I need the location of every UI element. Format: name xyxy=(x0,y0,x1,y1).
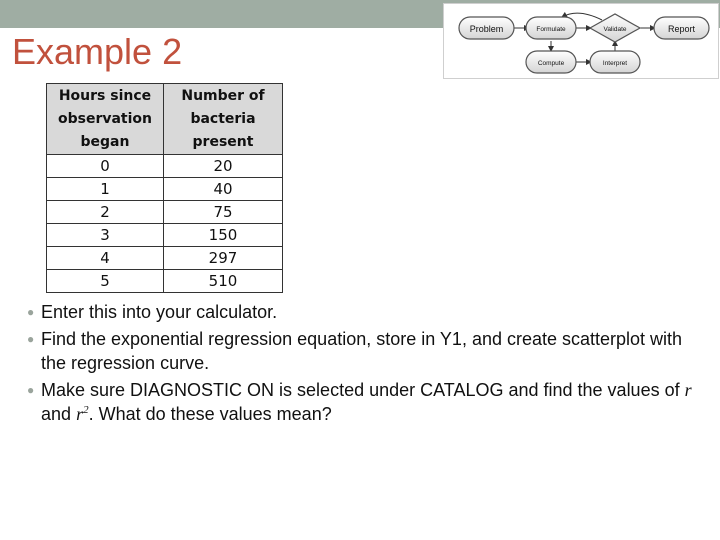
modeling-cycle-diagram xyxy=(443,3,719,79)
bullet-item xyxy=(24,300,704,324)
bullet-dot-icon: ● xyxy=(27,332,35,346)
cell-hours: 5 xyxy=(47,270,164,293)
cell-hours: 2 xyxy=(47,201,164,224)
table-row xyxy=(47,201,283,224)
cell-bacteria: 40 xyxy=(164,178,283,201)
cell-hours: 1 xyxy=(47,178,164,201)
slide-title: Example 2 xyxy=(12,31,183,72)
validate-label: Validate xyxy=(603,26,627,33)
math-r-squared xyxy=(76,404,89,424)
interpret-label: Interpret xyxy=(602,60,628,67)
bullet-dot-icon: ● xyxy=(27,305,35,319)
table-row xyxy=(47,247,283,270)
math-r2-base: r xyxy=(76,404,84,424)
table-row xyxy=(47,178,283,201)
compute-label: Compute xyxy=(537,60,565,67)
formulate-label: Formulate xyxy=(536,26,566,33)
bullet-item xyxy=(24,378,704,426)
cell-bacteria: 510 xyxy=(164,270,283,293)
header-hours-line: Hours since xyxy=(58,87,152,104)
bullet-text: Find the exponential regression equation, store in Y1, and create scatterplot with the regression curve. xyxy=(41,329,683,373)
table-row xyxy=(47,155,283,178)
header-hours-line: began xyxy=(80,133,130,150)
bullet-text: and xyxy=(41,404,72,424)
cell-hours: 4 xyxy=(47,247,164,270)
header-bacteria-line: present xyxy=(192,133,254,150)
header-bacteria-line: bacteria xyxy=(190,110,256,127)
header-bacteria xyxy=(164,84,283,155)
bullet-text: Enter this into your calculator. xyxy=(41,302,278,322)
cell-bacteria: 20 xyxy=(164,155,283,178)
cell-bacteria: 297 xyxy=(164,247,283,270)
cell-bacteria: 75 xyxy=(164,201,283,224)
bullet-item xyxy=(24,327,704,375)
cell-hours: 3 xyxy=(47,224,164,247)
instruction-list xyxy=(24,300,704,429)
table-header-row xyxy=(47,84,283,155)
bullet-dot-icon: ● xyxy=(27,383,35,397)
header-bacteria-line: Number of xyxy=(181,87,265,104)
table-row xyxy=(47,270,283,293)
cell-hours: 0 xyxy=(47,155,164,178)
problem-label: Problem xyxy=(469,24,504,34)
header-hours xyxy=(47,84,164,155)
bullet-text: Make sure DIAGNOSTIC ON is selected under CATALOG and find the values of xyxy=(41,380,680,400)
cell-bacteria: 150 xyxy=(164,224,283,247)
header-hours-line: observation xyxy=(57,110,153,127)
math-r2-exponent: 2 xyxy=(83,404,89,416)
table-row xyxy=(47,224,283,247)
report-label: Report xyxy=(667,24,696,34)
diagram-svg xyxy=(444,4,718,78)
bullet-text: . What do these values mean? xyxy=(88,404,332,424)
bacteria-data-table xyxy=(46,83,283,293)
math-r: r xyxy=(684,380,692,400)
